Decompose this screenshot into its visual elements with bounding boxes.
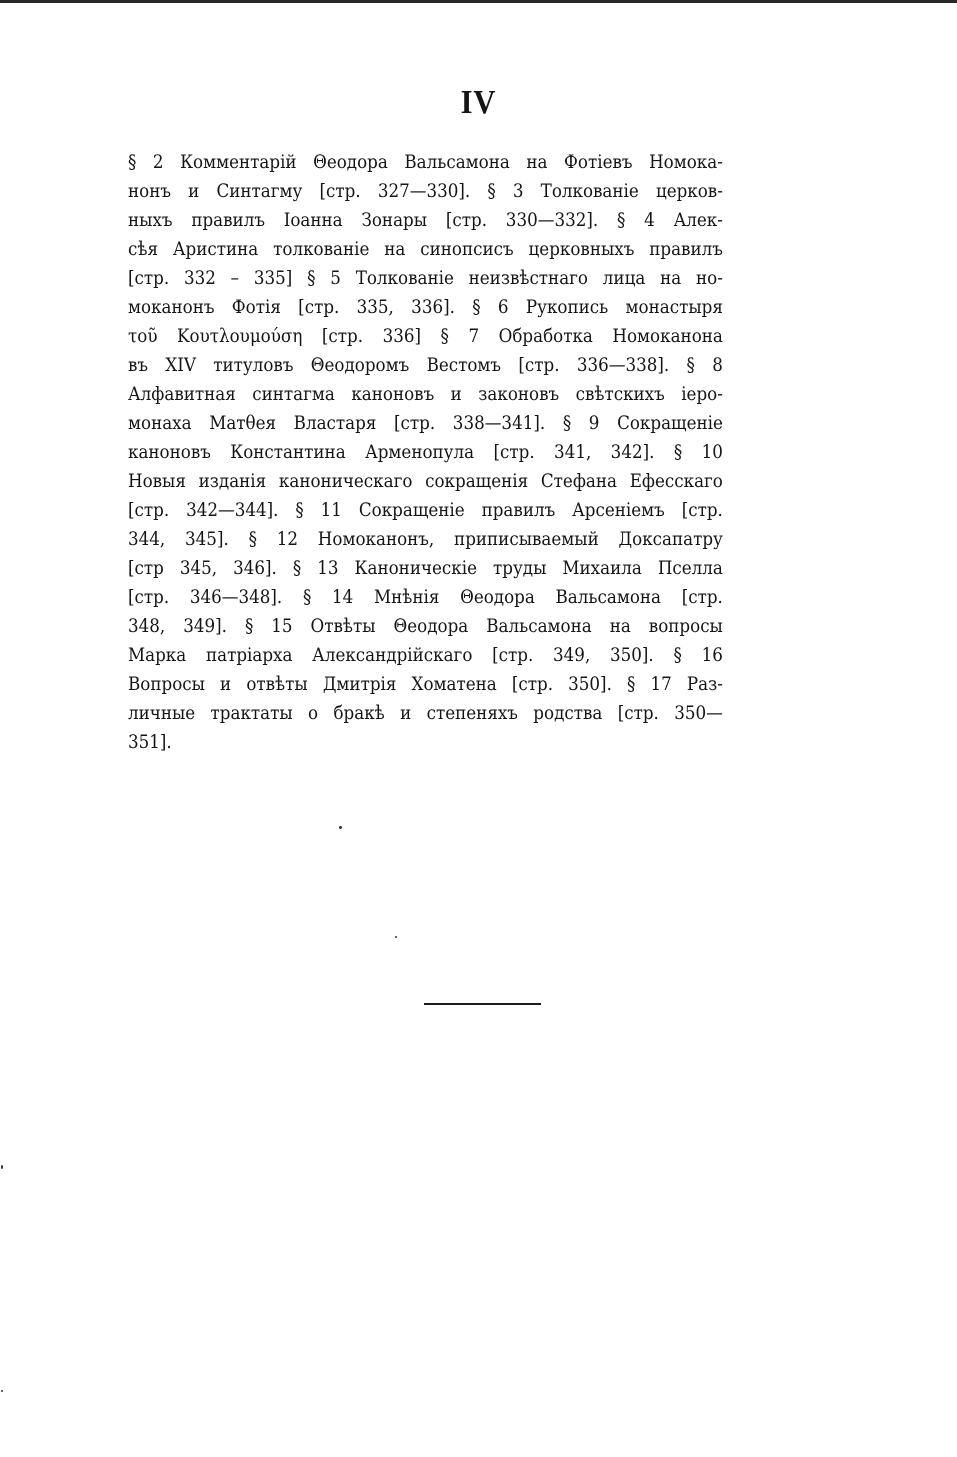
text-line-20: личные трактаты о бракѣ и степеняхъ родства [стр. 350— xyxy=(128,702,723,724)
print-speck xyxy=(1,1390,3,1392)
text-line-7: τοῦ Κουτλουμούση [стр. 336] § 7 Обработка Номоканона xyxy=(128,325,723,347)
text-line-11: каноновъ Константина Арменопула [стр. 341, 342]. § 10 xyxy=(128,441,723,463)
print-speck xyxy=(395,936,397,938)
text-line-8: въ XIV титуловъ Θеодоромъ Вестомъ [стр. 336—338]. § 8 xyxy=(128,354,723,376)
text-line-9: Алфавитная синтагма каноновъ и законовъ свѣтскихъ іеро- xyxy=(128,383,723,405)
top-border-rule xyxy=(0,0,957,3)
text-line-1: § 2 Комментарій Θеодора Вальсамона на Фотіевъ Номока- xyxy=(128,151,723,173)
text-line-2: нонъ и Синтагму [стр. 327—330]. § 3 Толкованіе церков- xyxy=(128,180,723,202)
text-line-4: сѣя Аристина толкованіе на синопсисъ церковныхъ правилъ xyxy=(128,238,723,260)
text-line-5: [стр. 332 – 335] § 5 Толкованіе неизвѣстнаго лица на но- xyxy=(128,267,723,289)
text-line-10: монаха Матθея Властаря [стр. 338—341]. § 9 Сокращеніе xyxy=(128,412,723,434)
text-line-3: ныхъ правилъ Іоанна Зонары [стр. 330—332]. § 4 Алек- xyxy=(128,209,723,231)
print-speck xyxy=(1,1165,3,1169)
text-line-17: 348, 349]. § 15 Отвѣты Θеодора Вальсамона на вопросы xyxy=(128,615,723,637)
text-line-18: Марка патріарха Александрійскаго [стр. 349, 350]. § 16 xyxy=(128,644,723,666)
print-speck xyxy=(339,826,342,829)
text-line-13: [стр. 342—344]. § 11 Сокращеніе правилъ Арсеніемъ [стр. xyxy=(128,499,723,521)
text-line-19: Вопросы и отвѣты Дмитрія Хоматена [стр. 350]. § 17 Раз- xyxy=(128,673,723,695)
text-line-15: [стр 345, 346]. § 13 Каноническіе труды Михаила Пселла xyxy=(128,557,723,579)
text-line-16: [стр. 346—348]. § 14 Мнѣнія Θеодора Вальсамона [стр. xyxy=(128,586,723,608)
section-separator-rule xyxy=(424,1003,541,1005)
page-number: IV xyxy=(460,84,497,121)
contents-paragraph xyxy=(128,148,723,757)
text-line-14: 344, 345]. § 12 Номоканонъ, приписываемый Доксапатру xyxy=(128,528,723,550)
text-line-12: Новыя изданія каноническаго сокращенія Стефана Ефесскаго xyxy=(128,470,723,492)
text-line-21: 351]. xyxy=(128,731,172,753)
text-line-6: моканонъ Фотія [стр. 335, 336]. § 6 Рукопись монастыря xyxy=(128,296,723,318)
